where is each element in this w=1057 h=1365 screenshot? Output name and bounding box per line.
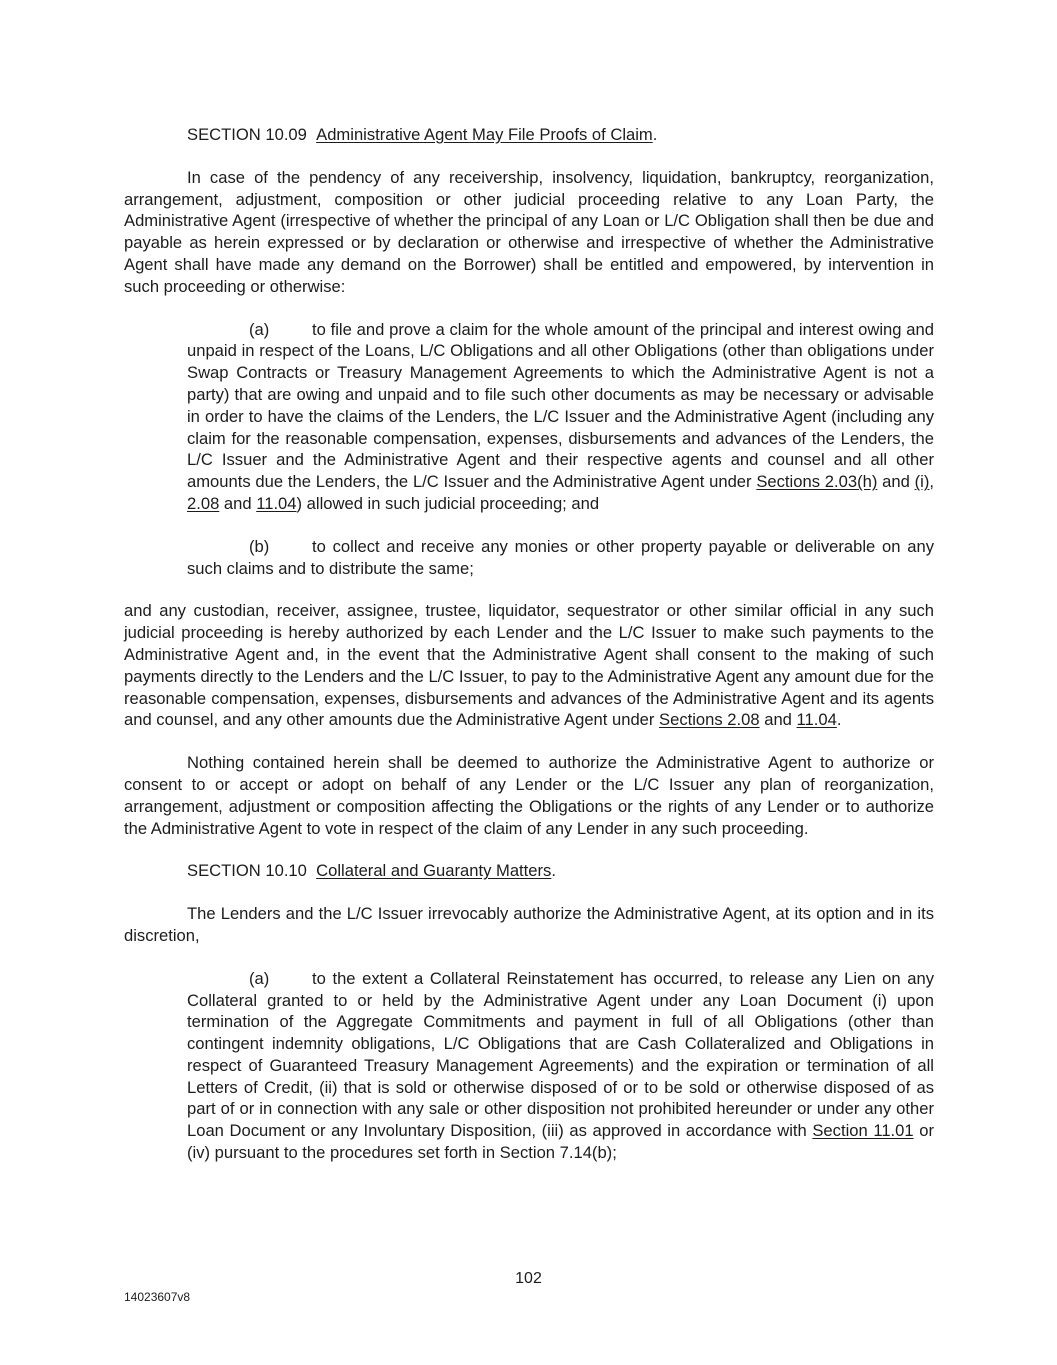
clause-label: (b) bbox=[249, 536, 270, 556]
section-title: Collateral and Guaranty Matters bbox=[316, 861, 552, 881]
clause-label: (a) bbox=[249, 319, 270, 339]
section-10-10-clause-a: (a) to the extent a Collateral Reinstatement has occurred, to release any Lien on any Collateral granted to or held by the Administrative Agent under any Loan Document (i) upon termination of the Aggregate Commitments and payment in full of all Obligations (other than contingent indemnity obligations, L/C Obligations that are Cash Collateralized and Obligations in respect of Guaranteed Treasury Management Agreements) and the expiration or termination of all Letters of Credit, (ii) that is sold or otherwise disposed of or to be sold or otherwise disposed of as part of or in connection with any sale or other disposition not prohibited hereunder or under any other Loan Document or any Involuntary Disposition, (iii) as approved in accordance with Section 11.01 or (iv) pursuant to the procedures set forth in Section 7.14(b); bbox=[187, 968, 934, 1163]
section-10-10-intro: The Lenders and the L/C Issuer irrevocably authorize the Administrative Agent, at its option and in its discretion, bbox=[124, 904, 934, 945]
cross-reference: 2.08 bbox=[187, 493, 220, 513]
section-10-09-intro: In case of the pendency of any receivership, insolvency, liquidation, bankruptcy, reorganization, arrangement, adjustment, composition or other judicial proceeding relative to any Loan Party, the Administrative Agent (irrespective of whether the principal of any Loan or L/C Obligation shall then be due and payable as herein expressed or by declaration or otherwise and irrespective of whether the Administrative Agent shall have made any demand on the Borrower) shall be entitled and empowered, by intervention in such proceeding or otherwise: bbox=[124, 167, 934, 296]
document-page bbox=[124, 124, 934, 1185]
section-number: SECTION 10.09 bbox=[187, 125, 307, 144]
cross-reference: Sections 2.08 bbox=[659, 710, 760, 730]
page-number: 102 bbox=[515, 1270, 542, 1287]
section-title: Administrative Agent May File Proofs of Claim bbox=[316, 125, 653, 144]
cross-reference: (i) bbox=[914, 472, 930, 492]
cross-reference: 11.04 bbox=[256, 493, 297, 513]
cross-reference: Sections 2.03(h) bbox=[756, 472, 878, 492]
cross-reference: 11.04 bbox=[796, 710, 837, 730]
document-id: 14023607v8 bbox=[124, 1290, 191, 1304]
clause-label: (a) bbox=[249, 968, 270, 988]
cross-reference: Section 11.01 bbox=[812, 1121, 914, 1141]
section-10-09-nothing-paragraph: Nothing contained herein shall be deemed to authorize the Administrative Agent to authorize or consent to or accept or adopt on behalf of any Lender or the L/C Issuer any plan of reorganization, arrangement, adjustment or composition affecting the Obligations or the rights of any Lender or to authorize the Administrative Agent to vote in respect of the claim of any Lender in any such proceeding. bbox=[124, 753, 934, 838]
section-10-09-clause-a: (a) to file and prove a claim for the whole amount of the principal and interest owing and unpaid in respect of the Loans, L/C Obligations and all other Obligations (other than obligations under Swap Contracts or Treasury Management Agreements to which the Administrative Agent is not a party) that are owing and unpaid and to file such other documents as may be necessary or advisable in order to have the claims of the Lenders, the L/C Issuer and the Administrative Agent (including any claim for the reasonable compensation, expenses, disbursements and advances of the Lenders, the L/C Issuer and the Administrative Agent and their respective agents and counsel and all other amounts due the Lenders, the L/C Issuer and the Administrative Agent under Sections 2.03(h) and (i), 2.08 and 11.04) allowed in such judicial proceeding; and bbox=[187, 319, 934, 513]
section-number: SECTION 10.10 bbox=[187, 861, 307, 881]
section-10-09-clause-b: (b) to collect and receive any monies or other property payable or deliverable on any such claims and to distribute the same; bbox=[187, 536, 934, 578]
section-10-10-heading: SECTION 10.10 Collateral and Guaranty Matters. bbox=[187, 861, 556, 881]
section-10-09-heading: SECTION 10.09 Administrative Agent May File Proofs of Claim. bbox=[187, 125, 658, 144]
section-10-09-continuation: and any custodian, receiver, assignee, trustee, liquidator, sequestrator or other similar official in any such judicial proceeding is hereby authorized by each Lender and the L/C Issuer to make such payments to the Administrative Agent and, in the event that the Administrative Agent shall consent to the making of such payments directly to the Lenders and the L/C Issuer, to pay to the Administrative Agent any amount due for the reasonable compensation, expenses, disbursements and advances of the Administrative Agent and its agents and counsel, and any other amounts due the Administrative Agent under Sections 2.08 and 11.04. bbox=[124, 601, 934, 730]
